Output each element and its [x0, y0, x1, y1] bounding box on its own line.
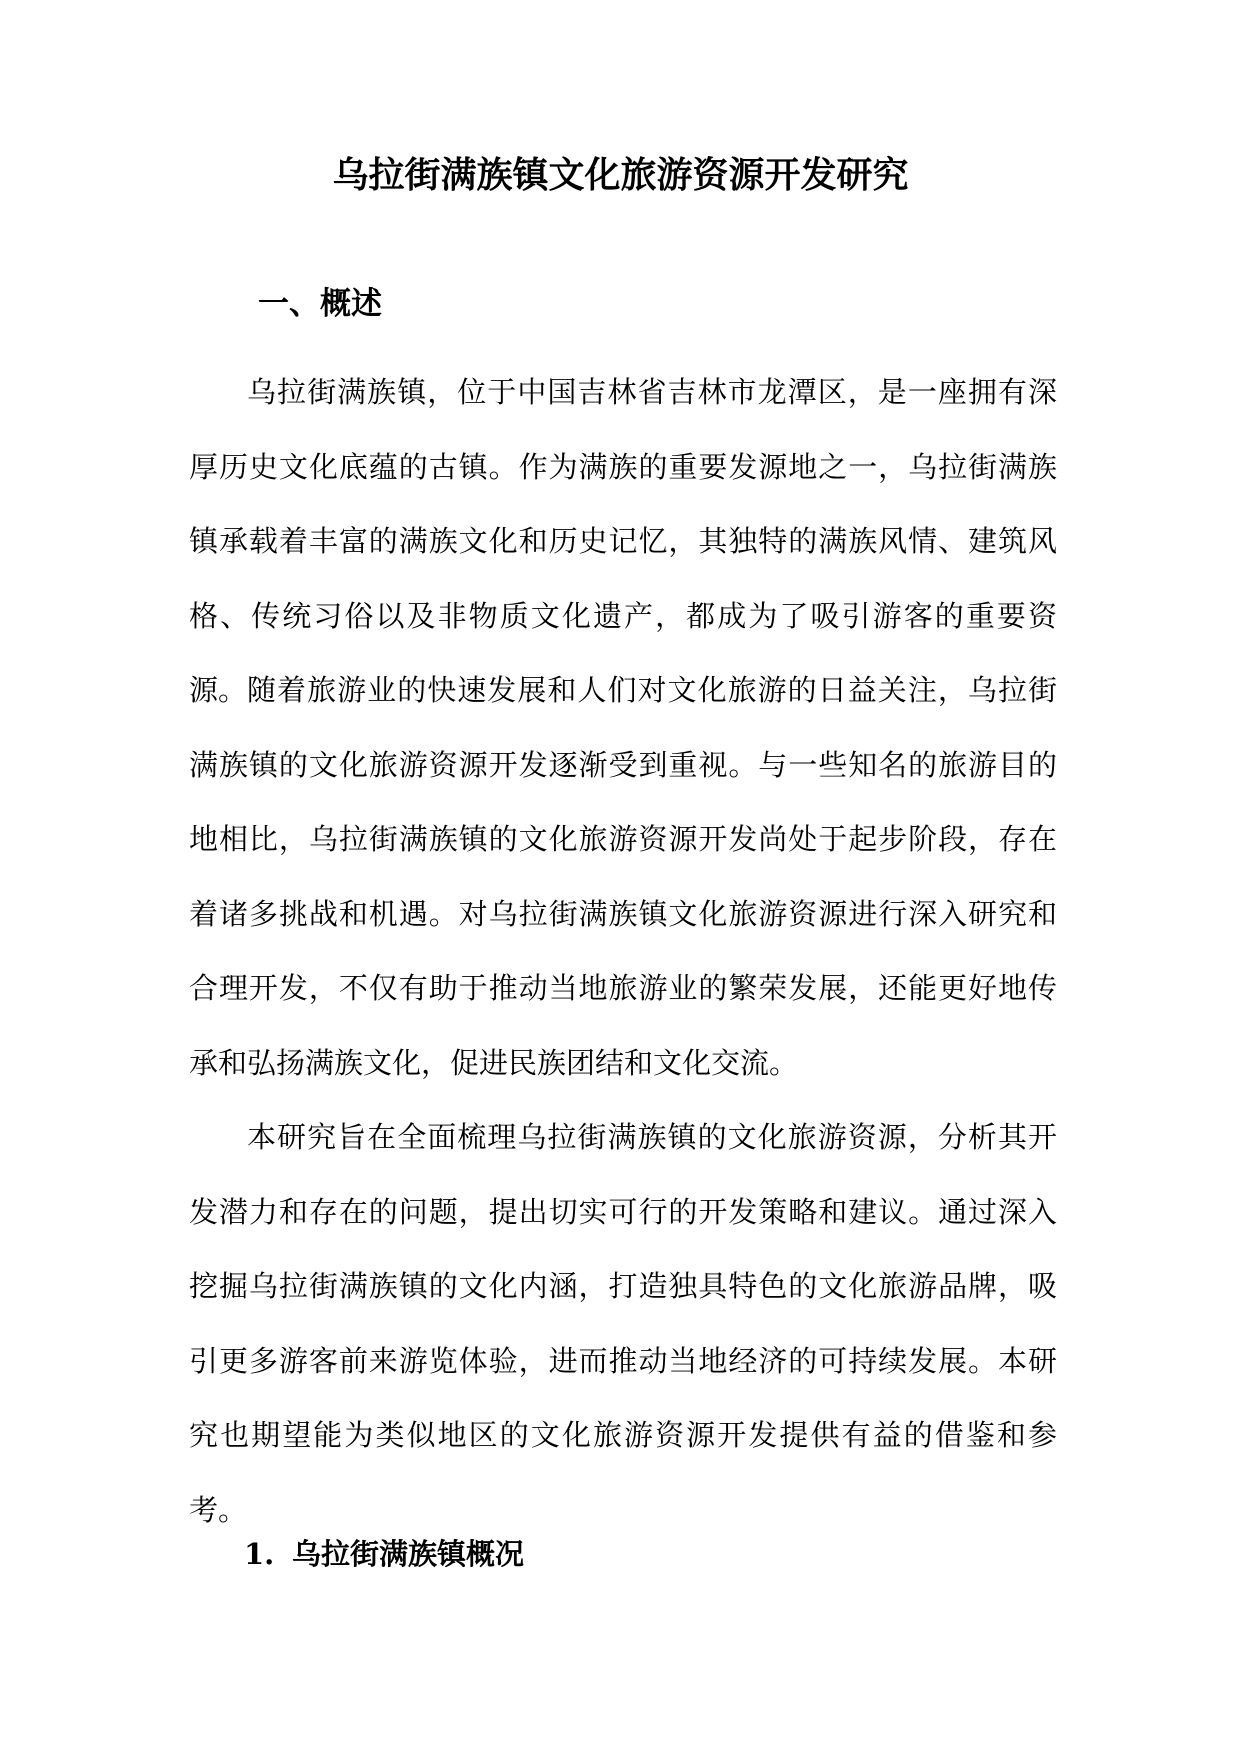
paragraph-3: 本研究旨在全面梳理乌拉街满族镇的文化旅游资源，分析其开发潜力和存在的问题，提出切实可行的开发策略和建议。通过深入挖掘乌拉街满族镇的文化内涵，打造独具特色的文化旅游品牌，吸引更多游客前来游览体验，进而推动当地经济的可持续发展。本研究也期望能为类似地区的文化旅游资源开发提供有益的借鉴和参考。 — [189, 1120, 1057, 1527]
subsection-title: 乌拉街满族镇概况 — [292, 1537, 525, 1571]
subsection-heading — [244, 1532, 524, 1576]
section-heading-overview: 一、概述 — [258, 286, 382, 322]
paragraph-1: 乌拉街满族镇，位于中国吉林省吉林市龙潭区，是一座拥有深厚历史文化底蕴的古镇。作为满族的重要发源地之一，乌拉街满族镇承载着丰富的满族文化和历史记忆，其独特的满族风情、建筑风格、传统习俗以及非物质文化遗产，都成为了吸引游客的重要资源。 — [189, 375, 1057, 707]
subsection-number: 1. — [244, 1537, 275, 1571]
document-title: 乌拉街满族镇文化旅游资源开发研究 — [332, 154, 909, 196]
paragraph-2: 随着旅游业的快速发展和人们对文化旅游的日益关注，乌拉街满族镇的文化旅游资源开发逐渐受到重视。与一些知名的旅游目的地相比，乌拉街满族镇的文化旅游资源开发尚处于起步阶段，存在着诸多挑战和机遇。对乌拉街满族镇文化旅游资源进行深入研究和合理开发，不仅有助于推动当地旅游业的繁荣发展，还能更好地传承和弘扬满族文化，促进民族团结和文化交流。 — [189, 673, 1057, 1080]
